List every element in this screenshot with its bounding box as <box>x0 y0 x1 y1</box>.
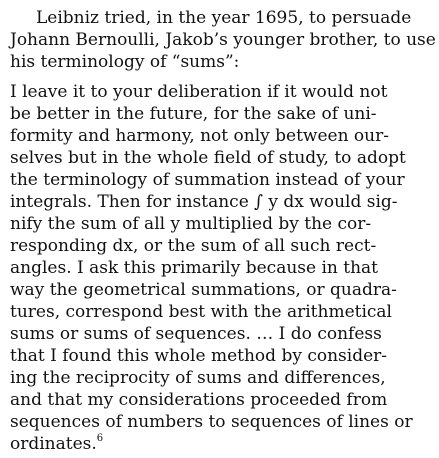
quote-line-8: responding dx, or the sum of all such rect- <box>10 236 377 256</box>
quote-line-6: integrals. Then for instance ∫ y dx would sig- <box>10 192 398 212</box>
quote-line-1: I leave it to your deliberation if it would not <box>10 82 388 102</box>
quote-line-14: ing the reciprocity of sums and differences, <box>10 368 386 388</box>
quote-line-3: formity and harmony, not only between our- <box>10 126 389 146</box>
quote-line-12: sums or sums of sequences. … I do confess <box>10 324 382 344</box>
quote-line-17 <box>10 434 103 454</box>
quote-line-11: tures, correspond best with the arithmetical <box>10 302 392 322</box>
intro-line-1: Leibniz tried, in the year 1695, to persuade <box>36 8 412 28</box>
quote-line-15: and that my considerations proceeded from <box>10 390 388 410</box>
quote-line-13: that I found this whole method by consider- <box>10 346 388 366</box>
quote-line-9: angles. I ask this primarily because in that <box>10 258 379 278</box>
quote-line-5: the terminology of summation instead of your <box>10 170 405 190</box>
quote-line-4: selves but in the whole field of study, to adopt <box>10 148 406 168</box>
intro-line-2: Johann Bernoulli, Jakob’s younger brother, to use <box>10 30 436 50</box>
quote-line-17-text: ordinates. <box>10 434 97 454</box>
quote-line-7: nify the sum of all y multiplied by the cor- <box>10 214 372 234</box>
quote-line-10: way the geometrical summations, or quadra- <box>10 280 397 300</box>
quote-line-16: sequences of numbers to sequences of lines or <box>10 412 413 432</box>
quote-line-2: be better in the future, for the sake of uni- <box>10 104 377 124</box>
intro-line-3: his terminology of “sums”: <box>10 52 240 72</box>
footnote-marker: 6 <box>96 433 104 445</box>
